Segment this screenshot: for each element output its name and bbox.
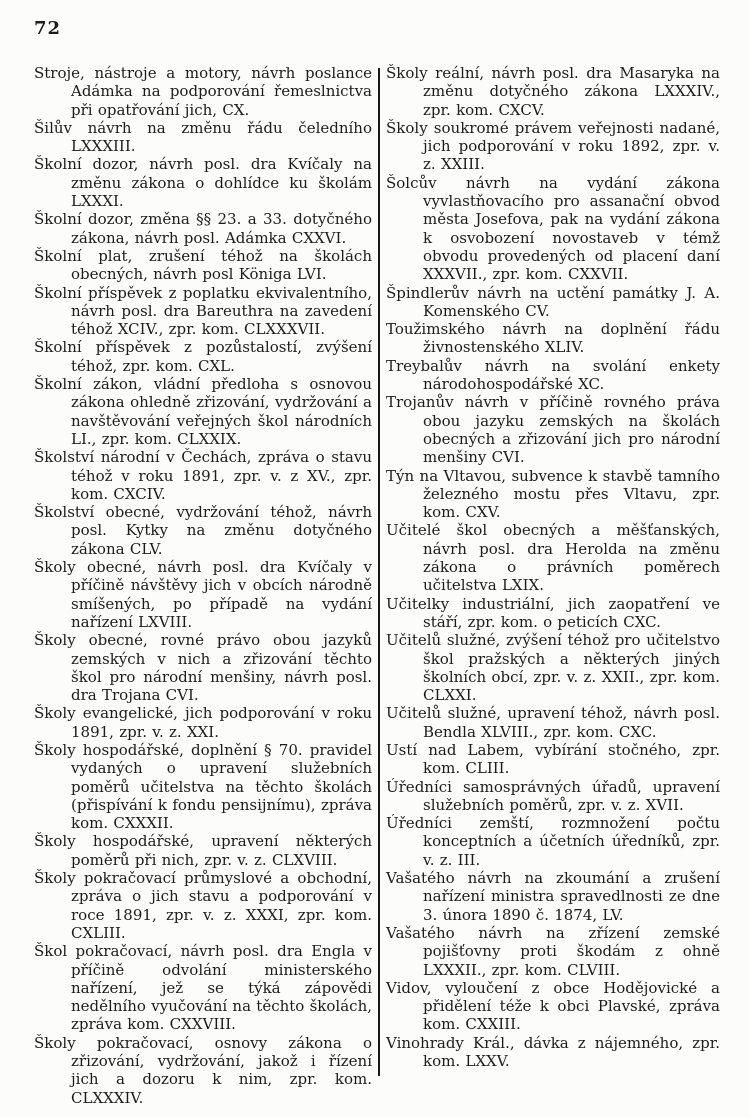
page-number: 72 [34,18,62,39]
index-entry: Školní dozor, změna §§ 23. a 33. dotyčného zákona, návrh posl. Adámka CXXVI. [34,210,372,247]
index-entry: Týn na Vltavou, subvence k stavbě tamního železného mostu přes Vltavu, zpr. kom. CXV. [386,466,720,522]
index-columns [34,64,722,1107]
index-entry: Úředníci samosprávných úřadů, upravení služebních poměrů, zpr. v. z. XVII. [386,777,720,814]
index-entry: Vidov, vyloučení z obce Hodějovické a přidělení téže k obci Plavské, zpráva kom. CXXIII. [386,978,720,1034]
index-entry: Úředníci zemští, rozmnožení počtu konceptních a účetních úředníků, zpr. v. z. III. [386,814,720,869]
index-entry: Školní zákon, vládní předloha s osnovou zákona ohledně zřizování, vydržování a navštěvování veřejných škol národních LI., zpr. kom. CLXXIX. [34,375,372,448]
index-entry: Stroje, nástroje a motory, návrh poslance Adámka na podporování řemeslnictva při opatřování jich, CX. [34,64,372,119]
index-entry: Učitelky industriální, jich zaopatření ve stáří, zpr. kom. o peticích CXC. [386,594,720,631]
index-entry: Špindlerův návrh na uctění památky J. A. Komenského CV. [386,283,720,320]
index-entry: Škol pokračovací, návrh posl. dra Engla v příčině odvolání ministerského nařízení, jež se týká zápovědi nedělního vyučování na těchto školách, zpráva kom. CXXVIII. [34,942,372,1034]
index-entry: Školy reální, návrh posl. dra Masaryka na změnu dotyčného zákona LXXXIV., zpr. kom. CXCV. [386,64,720,119]
index-entry: Šolcův návrh na vydání zákona vyvlastňovacího pro assanační obvod města Josefova, pak na vydání zákona k osvobození novostaveb v témž obvodu provedených od placení daní XXXVII., zpr. kom. CXXVII. [386,173,720,284]
index-entry: Školy obecné, rovné právo obou jazyků zemských v nich a zřizování těchto škol pro národní menšiny, návrh posl. dra Trojana CVI. [34,631,372,705]
index-entry: Šilův návrh na změnu řádu čeledního LXXXIII. [34,118,372,156]
index-entry: Učitelů služné, zvýšení téhož pro učitelstvo škol pražských a některých jiných školních obcí, zpr. v. z. XXII., zpr. kom. CLXXI. [386,631,720,705]
index-entry: Školy hospodářské, doplnění § 70. pravidel vydaných o upravení služebních poměrů učitelstva na těchto školách (přispívání k fondu pensijnímu), zpráva kom. CXXXII. [34,740,372,833]
index-entry: Treybalův návrh na svolání enkety národohospodářské XC. [386,356,720,394]
index-entry: Učitelé škol obecných a měšťanských, návrh posl. dra Herolda na změnu zákona o právních poměrech učitelstva LXIX. [386,521,720,595]
index-entry: Vašatého návrh na zřízení zemské pojišťovny proti škodám z ohně LXXXII., zpr. kom. CLVIII. [386,923,720,979]
index-entry: Školství národní v Čechách, zpráva o stavu téhož v roku 1891, zpr. v. z XV., zpr. kom. CXCIV. [34,448,372,503]
index-entry: Školy evangelické, jich podporování v roku 1891, zpr. v. z. XXI. [34,704,372,741]
index-entry: Školní plat, zrušení téhož na školách obecných, návrh posl Königa LVI. [34,246,372,284]
index-entry: Školy pokračovací, osnovy zákona o zřizování, vydržování, jakož i řízení jich a dozoru k nim, zpr. kom. CLXXXIV. [34,1033,372,1107]
index-entry: Školy hospodářské, upravení některých poměrů při nich, zpr. v. z. CLXVIII. [34,832,372,869]
index-column-right [386,64,720,1107]
index-entry: Školní příspěvek z poplatku ekvivalentního, návrh posl. dra Bareuthra na zavedení téhož XCIV., zpr. kom. CLXXXVII. [34,283,372,339]
index-entry: Trojanův návrh v příčině rovného práva obou jazyku zemských na školách obecných a zřizování jich pro národní menšiny CVI. [386,393,720,467]
index-entry: Vinohrady Král., dávka z nájemného, zpr. kom. LXXV. [386,1033,720,1071]
index-entry: Školy soukromé právem veřejnosti nadané, jich podporování v roku 1892, zpr. v. z. XXIII. [386,118,720,174]
index-entry: Školství obecné, vydržování téhož, návrh posl. Kytky na změnu dotyčného zákona CLV. [34,503,372,558]
index-entry: Školní dozor, návrh posl. dra Kvíčaly na změnu zákona o dohlídce ku školám LXXXI. [34,155,372,211]
index-entry: Školy obecné, návrh posl. dra Kvíčaly v příčině návštěvy jich v obcích národně smíšených, po případě na vydání nařízení LXVIII. [34,558,372,631]
index-entry: Učitelů služné, upravení téhož, návrh posl. Bendla XLVIII., zpr. kom. CXC. [386,704,720,741]
index-entry: Školy pokračovací průmyslové a obchodní, zpráva o jich stavu a podporování v roce 1891, zpr. v. z. XXXI, zpr. kom. CXLIII. [34,869,372,942]
index-entry: Toužimského návrh na doplnění řádu živnostenského XLIV. [386,320,720,357]
index-entry: Ustí nad Labem, vybírání stočného, zpr. kom. CLIII. [386,740,720,778]
index-column-left [34,64,376,1107]
index-entry: Školní příspěvek z pozůstalostí, zvýšení téhož, zpr. kom. CXL. [34,338,372,375]
index-entry: Vašatého návrh na zkoumání a zrušení nařízení ministra spravedlnosti ze dne 3. února 1890 č. 1874, LV. [386,869,720,924]
